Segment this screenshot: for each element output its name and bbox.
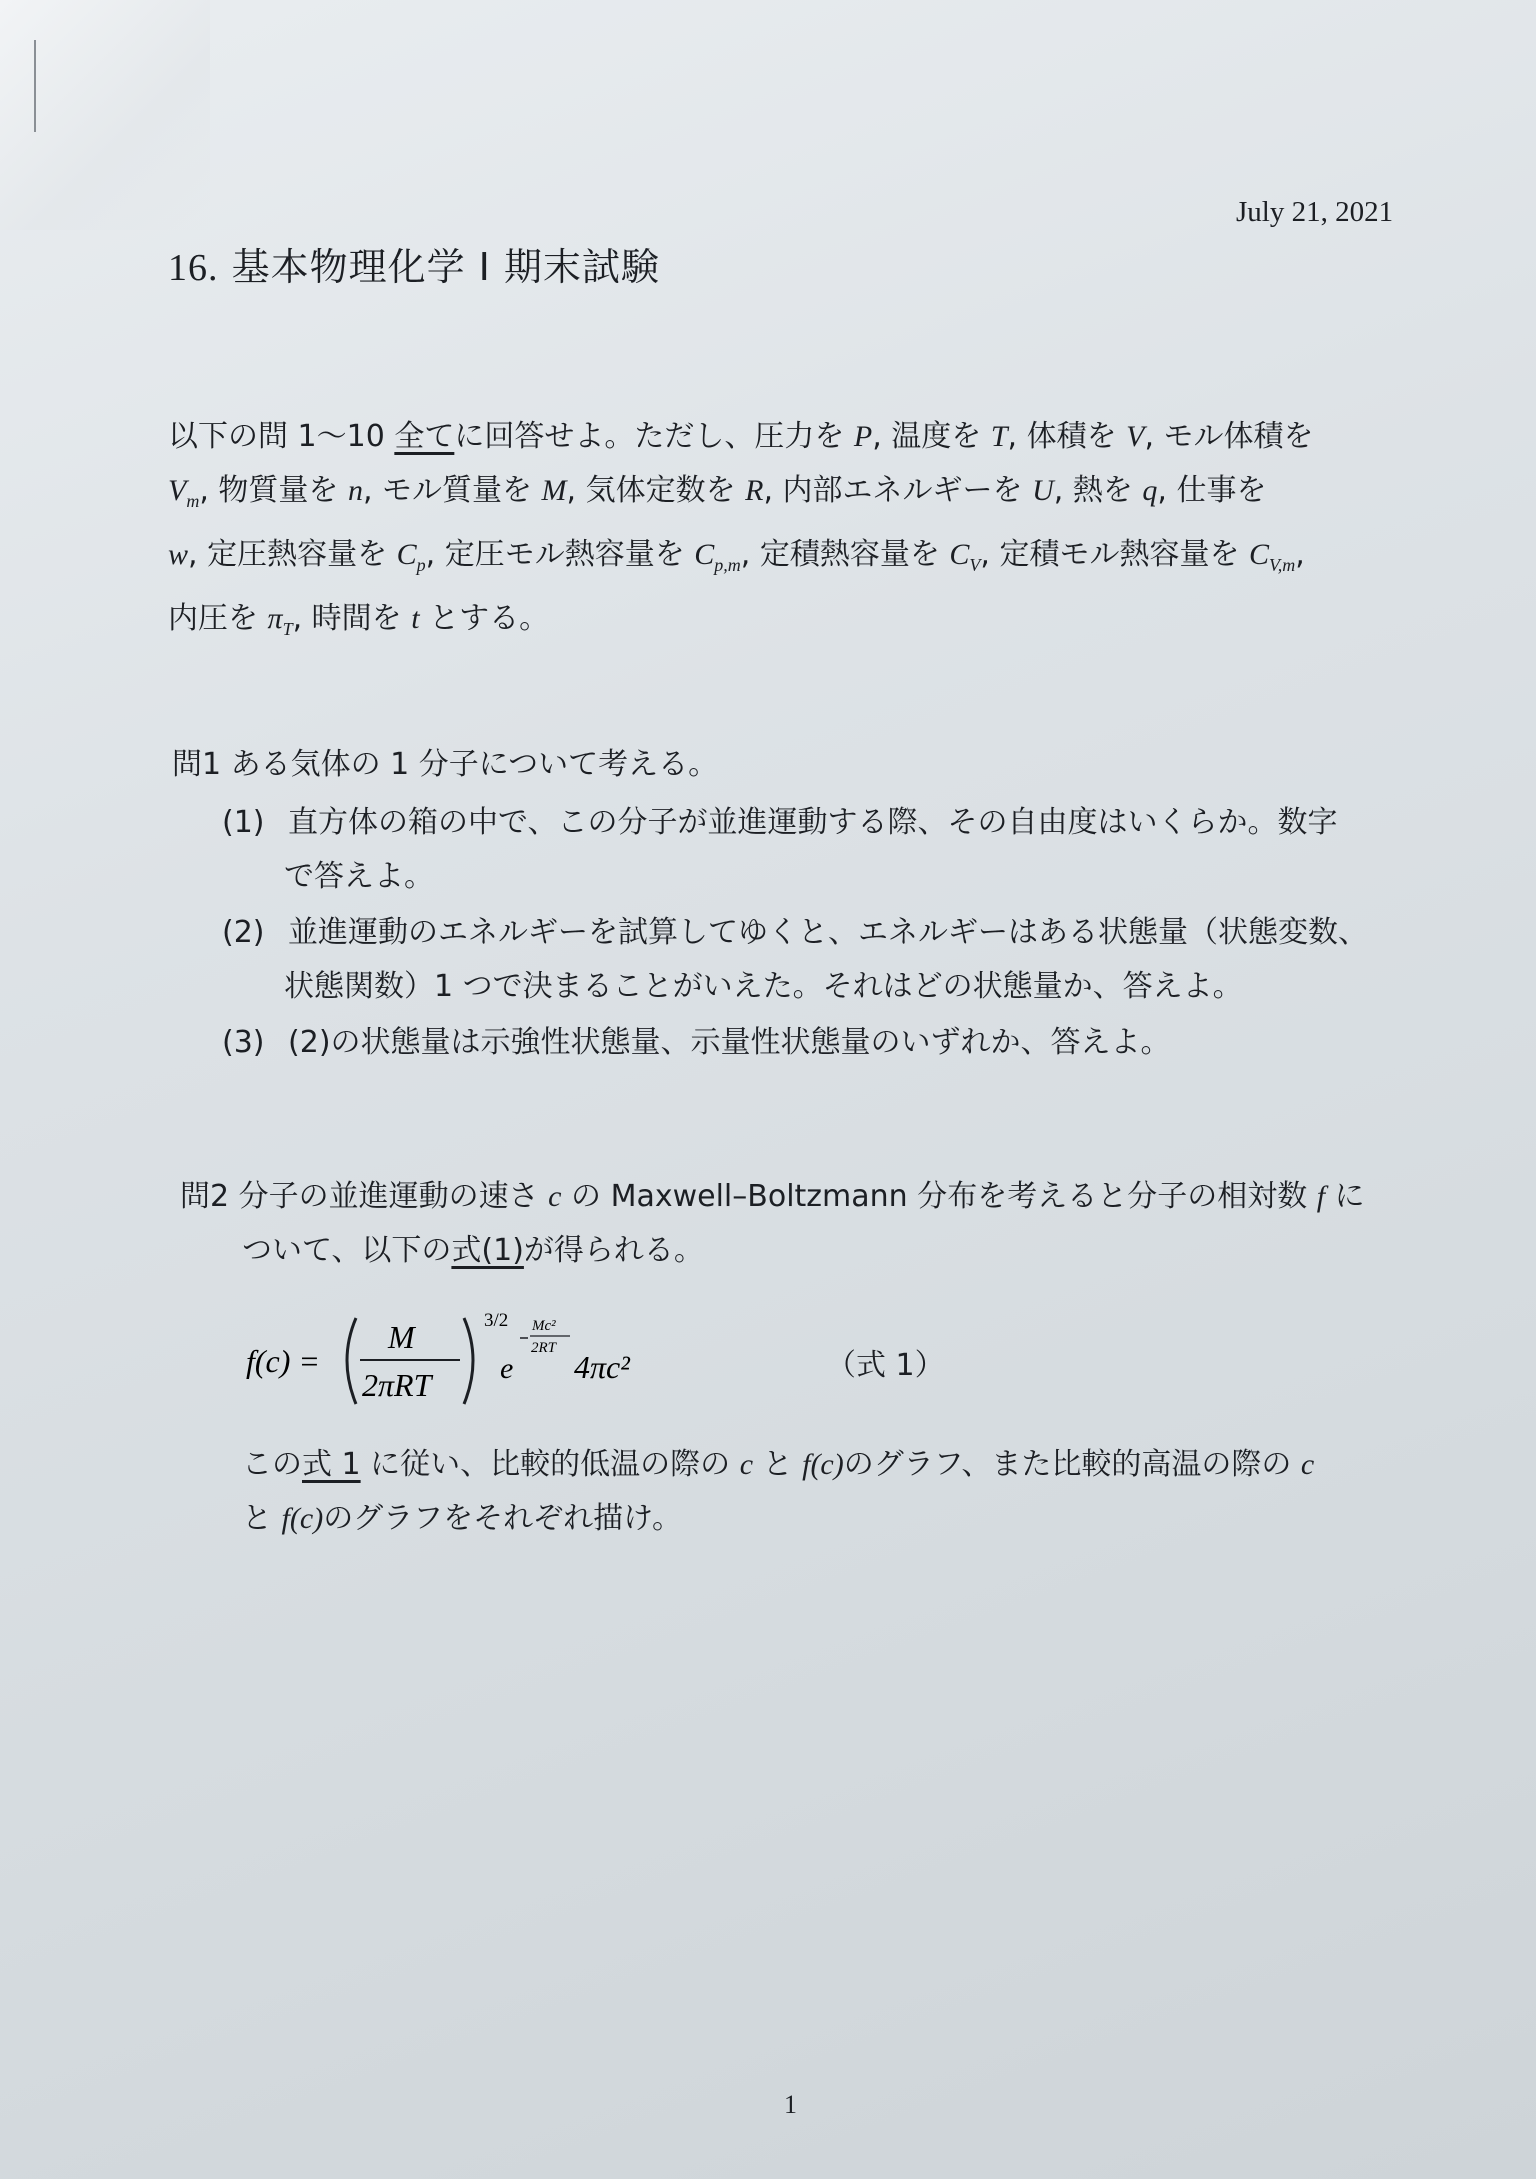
q2-instruction-line-2: と f(c)のグラフをそれぞれ描け。	[242, 1501, 682, 1536]
intro-paragraph	[168, 410, 1314, 656]
q1-item-1-cont: で答えよ。	[284, 859, 434, 894]
intro-line-3: w, 定圧熱容量を $C_p$, 定圧モル熱容量を $C_{p,m}$, 定積熱容量を $C_V$, 定積モル熱容量を $C_{V,m}$,	[168, 537, 1305, 575]
question-1-items	[222, 796, 1368, 1070]
q1-item-1: (1) 直方体の箱の中で、この分子が並進運動する際、その自由度はいくらか。数字	[222, 805, 1338, 840]
exam-date: July 21, 2021	[1236, 196, 1394, 228]
q1-item-2: (2) 並進運動のエネルギーを試算してゆくと、エネルギーはある状態量（状態変数、	[222, 915, 1369, 950]
q1-item-2-cont: 状態関数）1 つで決まることがいえた。それはどの状態量か、答えよ。	[284, 969, 1243, 1004]
page-title	[168, 236, 660, 291]
q1-item-3-number: (3)	[222, 1025, 265, 1060]
eq-left-paren	[347, 1318, 356, 1404]
intro-line-2: $V_m$, 物質量を n, モル質量を M, 気体定数を R, 内部エネルギーを U, 熱を q, 仕事を	[168, 473, 1267, 511]
eq-denominator: 2πRT	[362, 1367, 432, 1403]
eq-lhs: f(c) =	[246, 1343, 320, 1379]
question-1-heading: 問1 ある気体の 1 分子について考える。	[172, 747, 719, 782]
intro-line-1: 以下の問 1～10 全てに回答せよ。ただし、圧力を P, 温度を T, 体積を V, モル体積を	[168, 419, 1314, 454]
eq-tail: 4πc²	[574, 1349, 630, 1385]
eq-exp-num: Mc²	[532, 1318, 556, 1334]
eq-exp-base: e	[500, 1352, 514, 1385]
eq-numerator: M	[388, 1319, 415, 1355]
eq-exp-den: 2RT	[531, 1340, 557, 1356]
eq-power: 3/2	[484, 1310, 509, 1331]
q1-item-1-number: (1)	[222, 805, 265, 840]
title-number: 16.	[168, 247, 219, 289]
q2-instruction-line-1: この式 1 に従い、比較的低温の際の c と f(c)のグラフ、また比較的高温の際の c	[242, 1447, 1315, 1482]
margin-mark	[34, 40, 36, 132]
q2-line-1: 問2 分子の並進運動の速さ c の Maxwell–Boltzmann 分布を考えると分子の相対数 f に	[180, 1179, 1365, 1214]
q2-line-2: ついて、以下の式(1)が得られる。	[242, 1233, 704, 1268]
page-fold-shadow	[0, 0, 210, 230]
question-2-heading	[180, 1170, 1365, 1278]
title-text: 基本物理化学 I 期末試験	[231, 245, 660, 289]
eq-right-paren	[464, 1318, 473, 1404]
page-number: 1	[784, 2090, 797, 2119]
q1-item-3: (3) (2)の状態量は示強性状態量、示量性状態量のいずれか、答えよ。	[222, 1025, 1171, 1060]
maxwell-boltzmann-equation	[238, 1304, 798, 1414]
equation-label: （式 1）	[826, 1348, 945, 1383]
intro-line-4: 内圧を $\pi_T$, 時間を t とする。	[168, 601, 550, 639]
q2-instruction	[242, 1438, 1314, 1546]
q1-item-2-number: (2)	[222, 915, 265, 950]
